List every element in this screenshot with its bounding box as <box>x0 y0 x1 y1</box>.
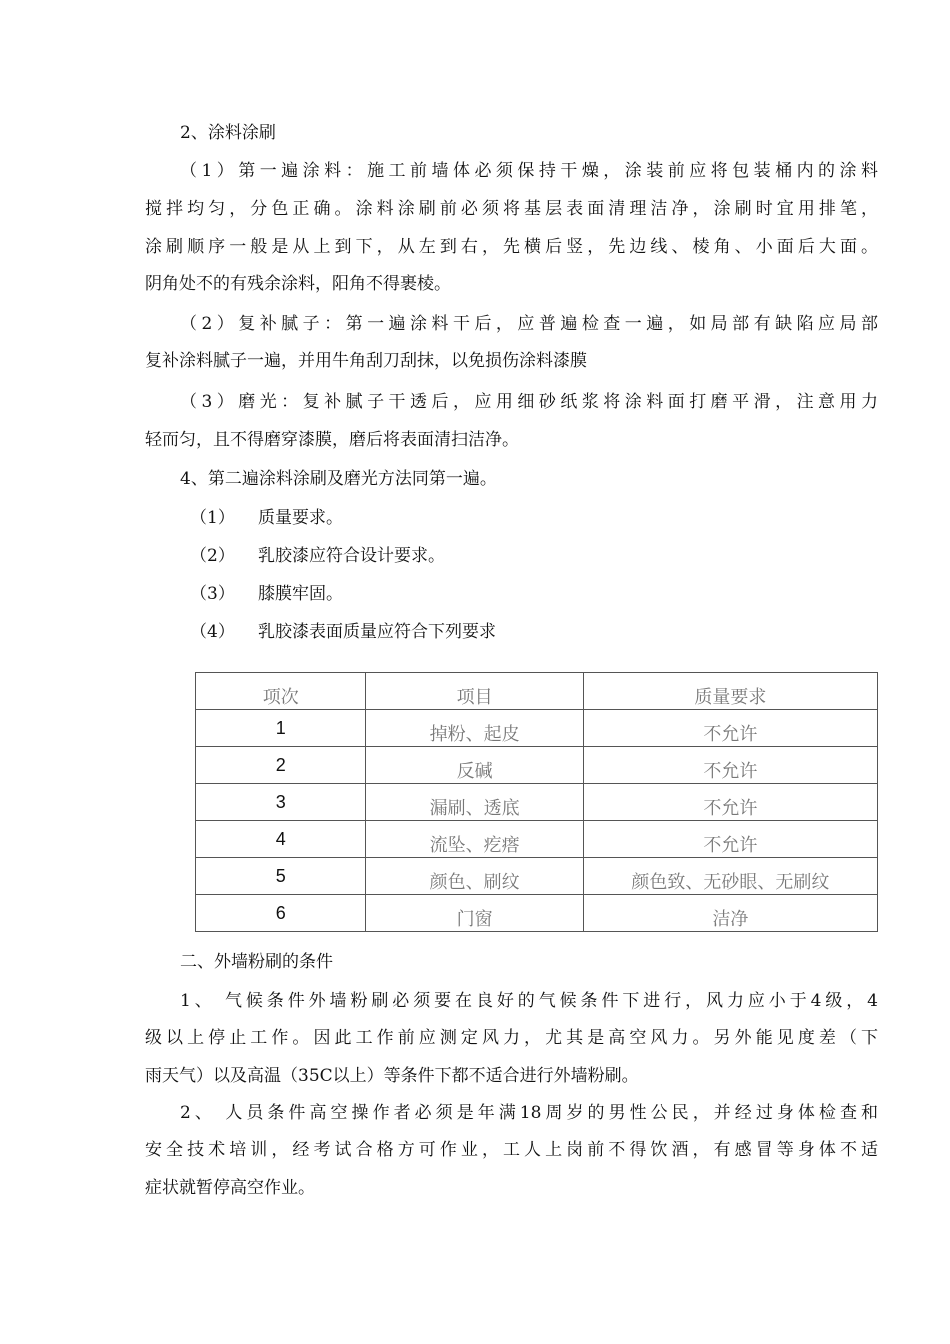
paragraph-line: （2）复补腻子：第一遍涂料干后，应普遍检查一遍，如局部有缺陷应局部 <box>180 314 878 334</box>
table-header-cell: 项次 <box>196 673 366 710</box>
table-row <box>196 858 878 895</box>
list-item-text: 乳胶漆表面质量应符合下列要求 <box>258 622 496 642</box>
paragraph-line: 雨天气）以及高温（35C以上）等条件下都不适合进行外墙粉刷。 <box>145 1066 639 1086</box>
paragraph-line: （3）磨光：复补腻子干透后，应用细砂纸浆将涂料面打磨平滑，注意用力 <box>180 392 878 412</box>
paragraph-line: 2、 人员条件高空操作者必须是年满18周岁的男性公民，并经过身体检查和 <box>180 1103 878 1123</box>
table-row <box>196 821 878 858</box>
table-cell-item: 掉粉、起皮 <box>366 710 583 747</box>
table-cell-item: 颜色、刷纹 <box>366 858 583 895</box>
section-title-exterior: 二、外墙粉刷的条件 <box>180 952 333 972</box>
paragraph-line: 安全技术培训，经考试合格方可作业，工人上岗前不得饮酒，有感冒等身体不适 <box>145 1140 878 1160</box>
paragraph-line: （1）第一遍涂料：施工前墙体必须保持干燥，涂装前应将包装桶内的涂料 <box>180 161 878 181</box>
table-cell-number: 4 <box>196 821 366 858</box>
table-cell-requirement: 洁净 <box>583 895 877 932</box>
paragraph-line: 症状就暂停高空作业。 <box>145 1178 315 1198</box>
table-cell-number: 3 <box>196 784 366 821</box>
table-cell-number: 5 <box>196 858 366 895</box>
list-item-number: （1） <box>190 508 235 528</box>
section-title-coating: 2、涂料涂刷 <box>180 123 276 143</box>
list-item-number: （4） <box>190 622 235 642</box>
table-cell-requirement: 不允许 <box>583 821 877 858</box>
table-cell-number: 1 <box>196 710 366 747</box>
list-item-text: 质量要求。 <box>258 508 343 528</box>
table-cell-item: 反碱 <box>366 747 583 784</box>
table-header-row <box>196 673 878 710</box>
table-cell-requirement: 颜色致、无砂眼、无刷纹 <box>583 858 877 895</box>
table-cell-item: 流坠、疙瘩 <box>366 821 583 858</box>
table-header-cell: 质量要求 <box>583 673 877 710</box>
table-cell-number: 2 <box>196 747 366 784</box>
list-item-text: 乳胶漆应符合设计要求。 <box>258 546 445 566</box>
table-header-cell: 项目 <box>366 673 583 710</box>
paragraph-line: 涂刷顺序一般是从上到下，从左到右，先横后竖，先边线、棱角、小面后大面。 <box>145 237 878 257</box>
list-item-number: （2） <box>190 546 235 566</box>
paragraph-line: 搅拌均匀，分色正确。涂料涂刷前必须将基层表面清理洁净，涂刷时宜用排笔， <box>145 199 878 219</box>
table-row <box>196 747 878 784</box>
table-cell-requirement: 不允许 <box>583 784 877 821</box>
table-row <box>196 710 878 747</box>
table-cell-requirement: 不允许 <box>583 710 877 747</box>
table-row <box>196 784 878 821</box>
paragraph-line: 级以上停止工作。因此工作前应测定风力，尤其是高空风力。另外能见度差（下 <box>145 1028 878 1048</box>
table-cell-requirement: 不允许 <box>583 747 877 784</box>
paragraph-line: 阴角处不的有残余涂料，阳角不得裹棱。 <box>145 274 451 294</box>
paragraph-line: 1、 气候条件外墙粉刷必须要在良好的气候条件下进行，风力应小于4级，4 <box>180 991 878 1011</box>
list-item-text: 膝膜牢固。 <box>258 584 343 604</box>
quality-table <box>195 672 878 932</box>
paragraph-line: 轻而匀，且不得磨穿漆膜，磨后将表面清扫洁净。 <box>145 430 519 450</box>
section-title-second-coat: 4、第二遍涂料涂刷及磨光方法同第一遍。 <box>180 469 497 489</box>
table-row <box>196 895 878 932</box>
table-cell-item: 漏刷、透底 <box>366 784 583 821</box>
table-cell-item: 门窗 <box>366 895 583 932</box>
paragraph-line: 复补涂料腻子一遍，并用牛角刮刀刮抹，以免损伤涂料漆膜 <box>145 351 587 371</box>
table-cell-number: 6 <box>196 895 366 932</box>
list-item-number: （3） <box>190 584 235 604</box>
